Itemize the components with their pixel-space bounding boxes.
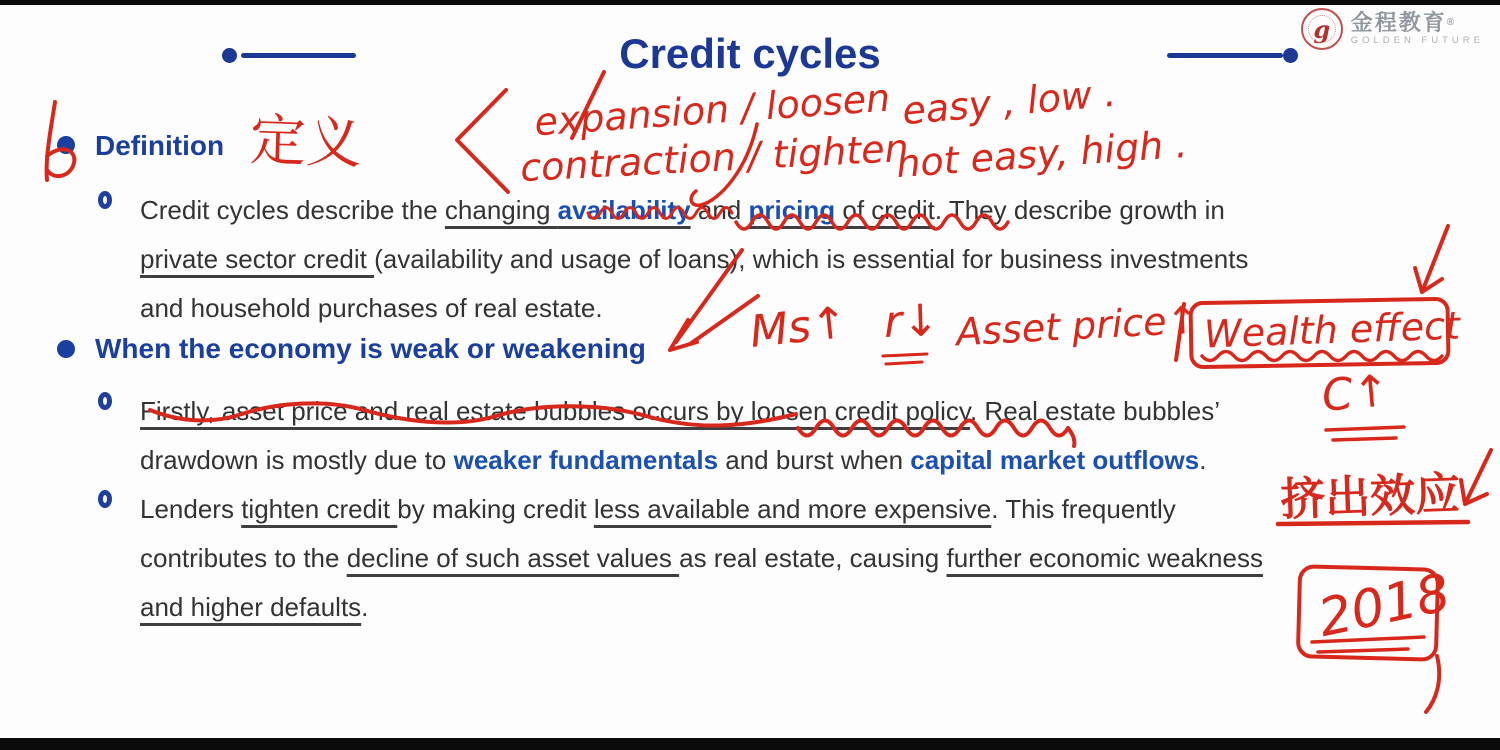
brand-name-cn [1351,11,1484,35]
annotation-wealth-effect: Wealth effect [1203,303,1461,357]
bullet-level2-icon [98,490,112,508]
chevron-brace-stroke [457,90,508,192]
year-box-tail-stroke [1426,656,1439,712]
page-title: Credit cycles [619,30,881,77]
text-line: Lenders tighten credit by making credit less available and more expensive. This frequently [140,494,1176,524]
bullet-level1-icon [57,136,75,154]
text-line: private sector credit (availability and usage of loans), which is essential for business investments [140,244,1249,274]
text-line: Firstly, asset price and real estate bubbles occurs by loosen credit policy. Real estate bubbles’ [140,396,1221,426]
brand-seal-icon [1301,8,1343,50]
annotation-money-supply-up: Ms↑ [747,297,851,358]
annotation-contraction-tighten: contraction / tighten [519,125,910,191]
letterbox-top [0,0,1500,5]
annotation-expansion-loosen: expansion / loosen [532,75,892,145]
paragraph-lenders [140,485,1263,632]
text-line: Credit cycles describe the changing availability and pricing of credit. They describe growth in [140,195,1225,225]
bullet-level2-icon [98,191,112,209]
title-deco-dot-right [1283,48,1298,63]
annotation-consumption-up: C↑ [1319,365,1392,422]
arrow-into-wealth-box [1415,226,1448,292]
brand-name-en: GOLDEN FUTURE [1350,35,1484,46]
annotation-rate-down: r↓ [883,295,940,348]
paragraph-bubbles [140,387,1220,485]
annotation-definition-chinese: 定义 [248,108,363,175]
annotation-crowding-out-chinese: 挤出效应 [1279,467,1461,526]
letterbox-bottom [0,738,1500,750]
text-line: drawdown is mostly due to weaker fundamentals and burst when capital market outflows. [140,445,1207,475]
brand-name-cn-text: 金程教育 [1350,10,1447,35]
title-deco-line-right [1167,53,1283,58]
annotation-asset-price-up: Asset price↑ [955,297,1200,355]
annotation-easy-low: easy , low . [900,70,1118,134]
c-double-underline [1326,427,1404,440]
r-double-underline [883,354,927,364]
annotation-year-2018: 2018 [1313,562,1456,650]
registered-mark: ® [1446,17,1457,28]
annotation-noteasy-high: not easy, high . [894,121,1189,187]
brand-logo [1301,8,1484,50]
section-heading-weak-economy: When the economy is weak or weakening [95,333,646,364]
text-line: contributes to the decline of such asset values as real estate, causing further economic weakness [140,543,1263,573]
brand-monogram: g [1313,14,1331,44]
arrow-crowding-out [1461,450,1491,504]
text-line: and higher defaults. [140,592,369,622]
text-line: and household purchases of real estate. [140,293,603,323]
bullet-level1-icon [57,340,75,358]
bullet-level2-icon [98,392,112,410]
brand-name [1351,11,1484,47]
section-heading-definition: Definition [95,130,225,161]
